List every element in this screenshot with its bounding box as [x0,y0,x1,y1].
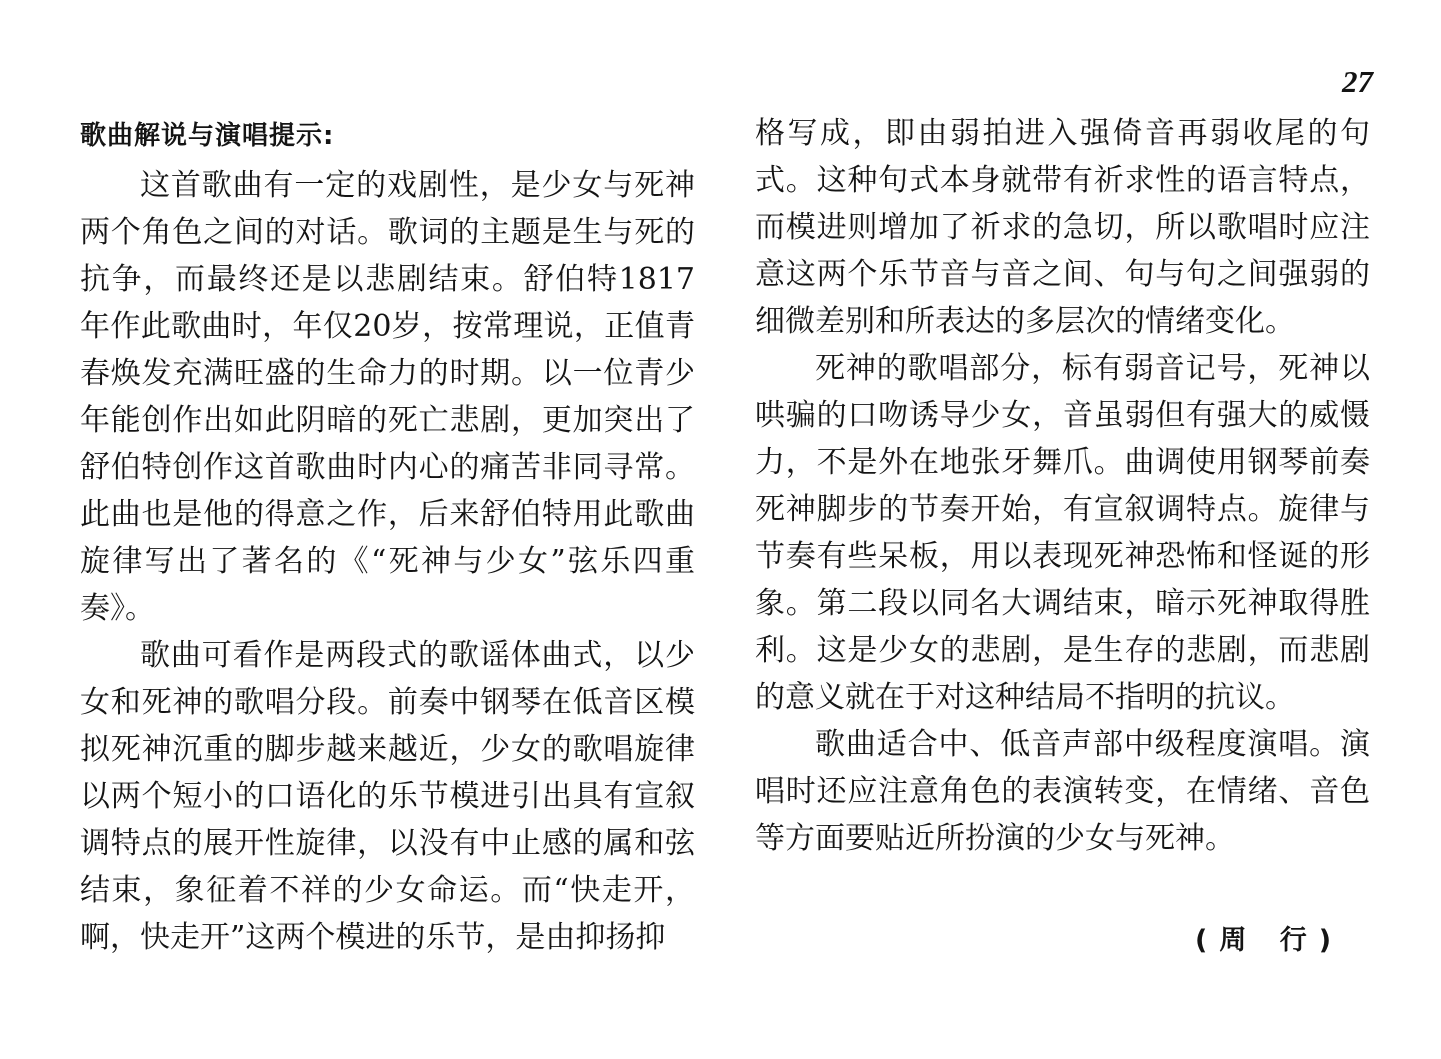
paragraph-performance-tips: 歌曲适合中、低音声部中级程度演唱。演唱时还应注意角色的表演转变，在情绪、音色等方面要贴近所扮演的少女与死神。 [755,727,1370,856]
author-byline: (周 行) [1195,925,1344,956]
paragraph-continued: 格写成，即由弱拍进入强倚音再弱收尾的句式。这种句式本身就带有祈求性的语言特点，而模进则增加了祈求的急切，所以歌唱时应注意这两个乐节音与音之间、句与句之间强弱的细微差别和所表达的多层次的情绪变化。 [755,116,1370,339]
paragraph-intro: 这首歌曲有一定的戏剧性，是少女与死神两个角色之间的对话。歌词的主题是生与死的抗争，而最终还是以悲剧结束。舒伯特1817年作此歌曲时，年仅20岁，按常理说，正值青春焕发充满旺盛的生命力的时期。以一位青少年能创作出如此阴暗的死亡悲剧，更加突出了舒伯特创作这首歌曲时内心的痛苦非同寻常。此曲也是他的得意之作，后来舒伯特用此歌曲旋律写出了著名的《“死神与少女”弦乐四重奏》。 [80,168,695,626]
section-heading: 歌曲解说与演唱提示: [80,121,335,151]
page-number: 27 [1342,64,1373,99]
left-column [80,110,695,961]
paragraph-death-part: 死神的歌唱部分，标有弱音记号，死神以哄骗的口吻诱导少女，音虽弱但有强大的威慑力，不是外在地张牙舞爪。曲调使用钢琴前奏死神脚步的节奏开始，有宣叙调特点。旋律与节奏有些呆板，用以表现死神恐怖和怪诞的形象。第二段以同名大调结束，暗示死神取得胜利。这是少女的悲剧，是生存的悲剧，而悲剧的意义就在于对这种结局不指明的抗议。 [755,351,1370,715]
right-column [755,110,1370,862]
paragraph-structure: 歌曲可看作是两段式的歌谣体曲式，以少女和死神的歌唱分段。前奏中钢琴在低音区模拟死神沉重的脚步越来越近，少女的歌唱旋律以两个短小的口语化的乐节模进引出具有宣叙调特点的展开性旋律，以没有中止感的属和弦结束，象征着不祥的少女命运。而“快走开，啊，快走开”这两个模进的乐节，是由抑扬抑 [80,638,695,955]
